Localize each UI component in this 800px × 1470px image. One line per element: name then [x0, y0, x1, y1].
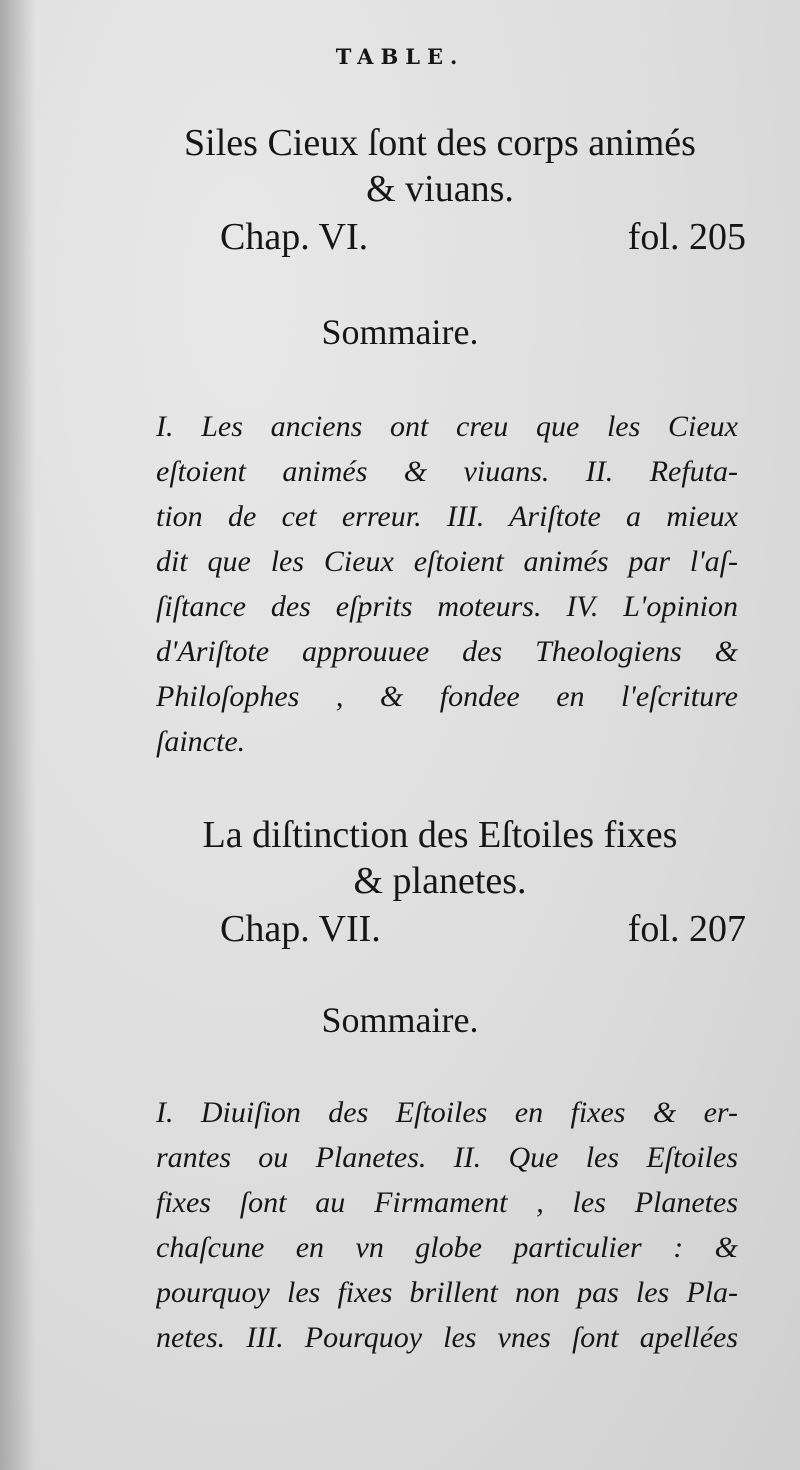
summary-line: ſaincte.: [156, 725, 246, 758]
folio-number: fol. 205: [627, 216, 746, 258]
chapter-title: [120, 120, 760, 212]
chapter-title: [120, 812, 760, 904]
folio-number: fol. 207: [627, 908, 746, 950]
running-head: TABLE.: [335, 44, 465, 69]
summary-line: fixes ſont au Firmament , les Planetes: [156, 1186, 738, 1219]
chapter-number: Chap. VI.: [220, 216, 369, 258]
summary-text: [156, 1090, 738, 1360]
summary-line: I. Diuiſion des Eſtoiles en fixes & er-: [156, 1096, 738, 1129]
summary-line: pourquoy les fixes brillent non pas les Pla-: [156, 1276, 738, 1309]
summary-heading: Sommaire.: [321, 1000, 479, 1040]
summary-line: tion de cet erreur. III. Ariſtote a mieux: [156, 500, 738, 533]
summary-line: d'Ariſtote approuuee des Theologiens &: [156, 635, 738, 668]
summary-line: dit que les Cieux eſtoient animés par l'aſ-: [156, 545, 738, 578]
chapter-title-line: & planetes.: [353, 860, 527, 902]
summary-text: [156, 404, 738, 764]
page-gutter-shadow: [0, 0, 36, 1470]
summary-heading: Sommaire.: [321, 312, 479, 352]
summary-line: Philoſophes , & fondee en l'eſcriture: [156, 680, 738, 713]
summary-line: ſiſtance des eſprits moteurs. IV. L'opinion: [156, 590, 738, 623]
summary-line: netes. III. Pourquoy les vnes ſont apellées: [156, 1321, 738, 1354]
chapter-title-line: & viuans.: [366, 168, 514, 210]
chapter-title-line: Siles Cieux ſont des corps animés: [184, 122, 696, 164]
summary-line: rantes ou Planetes. II. Que les Eſtoiles: [156, 1141, 738, 1174]
chapter-number: Chap. VII.: [220, 908, 381, 950]
chapter-title-line: La diſtinction des Eſtoiles fixes: [202, 814, 678, 856]
chapter-reference: [210, 214, 746, 260]
chapter-reference: [210, 906, 746, 952]
summary-line: chaſcune en vn globe particulier : &: [156, 1231, 738, 1264]
summary-line: eſtoient animés & viuans. II. Refuta-: [156, 455, 738, 488]
summary-line: I. Les anciens ont creu que les Cieux: [156, 410, 738, 443]
